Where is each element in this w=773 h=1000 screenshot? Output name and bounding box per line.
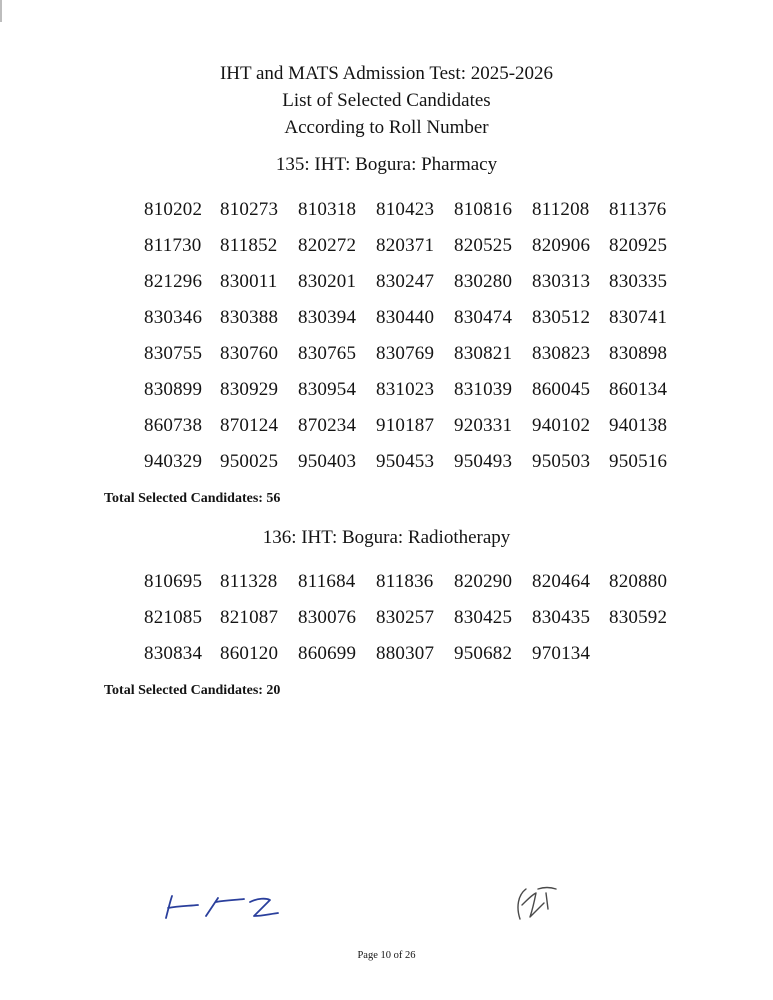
roll-number: 830076 xyxy=(298,607,357,628)
roll-number: 820371 xyxy=(376,235,435,256)
roll-number: 870234 xyxy=(298,415,357,436)
roll-number: 830394 xyxy=(298,307,357,328)
roll-number: 860120 xyxy=(220,643,279,664)
roll-number: 830474 xyxy=(454,307,513,328)
roll-number: 830821 xyxy=(454,343,513,364)
roll-number: 830954 xyxy=(298,379,357,400)
roll-number: 810423 xyxy=(376,199,435,220)
roll-number: 820272 xyxy=(298,235,357,256)
roll-number: 940102 xyxy=(532,415,591,436)
roll-number: 830201 xyxy=(298,271,357,292)
total-radiotherapy: Total Selected Candidates: 20 xyxy=(104,683,281,698)
roll-number: 810273 xyxy=(220,199,279,220)
roll-number: 830823 xyxy=(532,343,591,364)
roll-number: 830435 xyxy=(532,607,591,628)
roll-number: 811208 xyxy=(532,199,590,220)
section-title-radiotherapy: 136: IHT: Bogura: Radiotherapy xyxy=(262,527,511,548)
roll-number: 830769 xyxy=(376,343,435,364)
roll-number: 870124 xyxy=(220,415,279,436)
roll-number: 950516 xyxy=(609,451,668,472)
roll-number: 830834 xyxy=(144,643,203,664)
header-title: IHT and MATS Admission Test: 2025-2026 xyxy=(219,63,554,84)
roll-number: 860134 xyxy=(609,379,668,400)
roll-number: 820290 xyxy=(454,571,513,592)
roll-number: 880307 xyxy=(376,643,435,664)
roll-number: 950493 xyxy=(454,451,513,472)
roll-number: 810695 xyxy=(144,571,203,592)
roll-number: 831039 xyxy=(454,379,513,400)
roll-number: 830760 xyxy=(220,343,279,364)
roll-number: 830592 xyxy=(609,607,668,628)
roll-number: 821087 xyxy=(220,607,279,628)
roll-number: 810202 xyxy=(144,199,203,220)
roll-number: 830313 xyxy=(532,271,591,292)
roll-number: 820525 xyxy=(454,235,513,256)
roll-number: 950682 xyxy=(454,643,513,664)
roll-number: 830440 xyxy=(376,307,435,328)
roll-number: 950025 xyxy=(220,451,279,472)
header-ordering: According to Roll Number xyxy=(284,117,489,138)
roll-number: 830011 xyxy=(220,271,278,292)
roll-number: 821085 xyxy=(144,607,203,628)
roll-number: 830346 xyxy=(144,307,203,328)
roll-number: 830512 xyxy=(532,307,591,328)
roll-number: 821296 xyxy=(144,271,203,292)
page-number: Page 10 of 26 xyxy=(357,950,416,961)
roll-number: 830247 xyxy=(376,271,435,292)
roll-number: 811376 xyxy=(609,199,667,220)
roll-number: 830898 xyxy=(609,343,668,364)
roll-number: 830765 xyxy=(298,343,357,364)
roll-number: 811730 xyxy=(144,235,202,256)
roll-number: 940329 xyxy=(144,451,203,472)
roll-number: 830388 xyxy=(220,307,279,328)
roll-number: 811328 xyxy=(220,571,278,592)
roll-number: 830755 xyxy=(144,343,203,364)
roll-number: 811836 xyxy=(376,571,434,592)
roll-number: 830929 xyxy=(220,379,279,400)
roll-number: 830280 xyxy=(454,271,513,292)
signature-left xyxy=(158,888,288,928)
roll-number: 860045 xyxy=(532,379,591,400)
roll-number: 970134 xyxy=(532,643,591,664)
roll-number: 920331 xyxy=(454,415,513,436)
document-header xyxy=(0,60,773,141)
roll-number: 820925 xyxy=(609,235,668,256)
roll-number: 830741 xyxy=(609,307,668,328)
roll-number: 860699 xyxy=(298,643,357,664)
roll-number: 830899 xyxy=(144,379,203,400)
roll-number: 950453 xyxy=(376,451,435,472)
roll-number: 830425 xyxy=(454,607,513,628)
roll-number: 810816 xyxy=(454,199,513,220)
header-subtitle: List of Selected Candidates xyxy=(282,90,491,111)
roll-number: 830335 xyxy=(609,271,668,292)
roll-number: 820464 xyxy=(532,571,591,592)
roll-number: 811684 xyxy=(298,571,356,592)
roll-number: 950403 xyxy=(298,451,357,472)
signature-right xyxy=(508,883,568,931)
roll-number: 950503 xyxy=(532,451,591,472)
roll-number: 811852 xyxy=(220,235,278,256)
total-pharmacy: Total Selected Candidates: 56 xyxy=(104,491,281,506)
roll-number: 860738 xyxy=(144,415,203,436)
roll-number: 810318 xyxy=(298,199,357,220)
roll-number: 830257 xyxy=(376,607,435,628)
roll-number: 820880 xyxy=(609,571,668,592)
roll-number: 910187 xyxy=(376,415,435,436)
roll-number: 831023 xyxy=(376,379,435,400)
section-title-pharmacy: 135: IHT: Bogura: Pharmacy xyxy=(275,154,498,175)
roll-number: 820906 xyxy=(532,235,591,256)
scan-edge-mark xyxy=(0,0,8,22)
roll-number: 940138 xyxy=(609,415,668,436)
